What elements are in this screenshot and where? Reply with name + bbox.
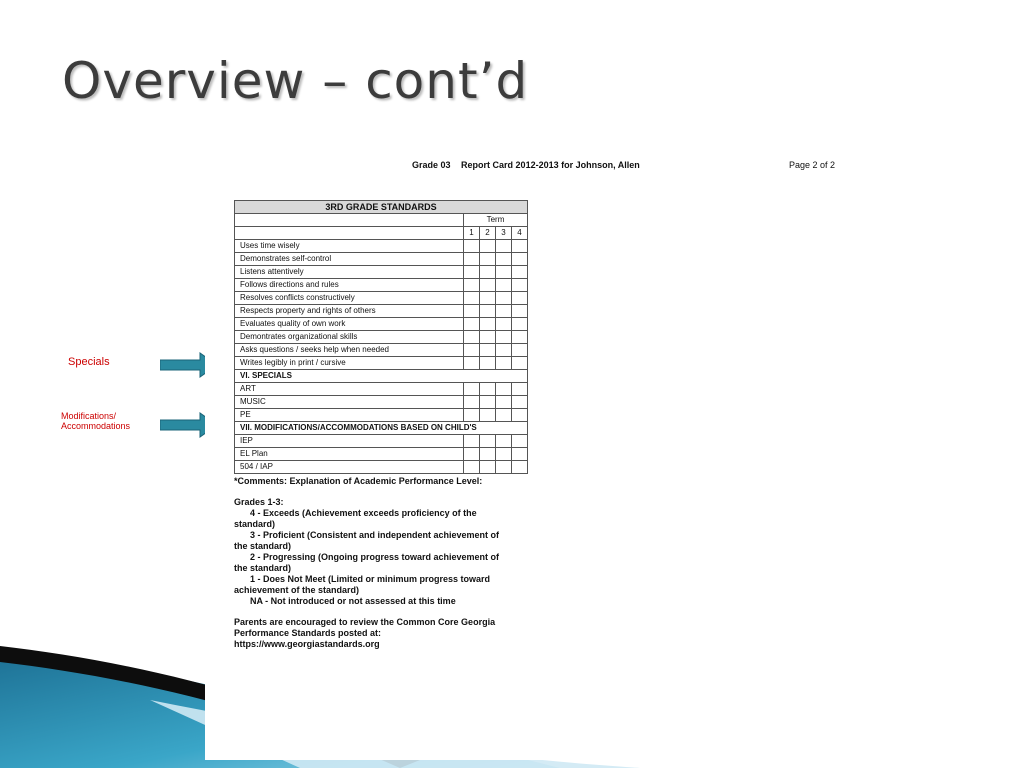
grade-cell — [480, 357, 496, 370]
grade-cell — [480, 396, 496, 409]
grade-cell — [512, 461, 528, 474]
grade-cell — [464, 292, 480, 305]
standard-label: Demonstrates self-control — [235, 253, 464, 266]
standard-label: Follows directions and rules — [235, 279, 464, 292]
standards-table — [234, 200, 528, 474]
grade-cell — [496, 357, 512, 370]
grade-cell — [512, 253, 528, 266]
performance-level: NA - Not introduced or not assessed at this time — [250, 596, 456, 606]
standard-label: Evaluates quality of own work — [235, 318, 464, 331]
term-numbers-row — [235, 227, 528, 240]
grade-cell — [512, 279, 528, 292]
section-heading: VII. MODIFICATIONS/ACCOMMODATIONS BASED ON CHILD'S — [235, 422, 528, 435]
grade-cell — [464, 253, 480, 266]
grade-cell — [464, 331, 480, 344]
grade-cell — [480, 305, 496, 318]
grade-cell — [496, 396, 512, 409]
table-row — [235, 448, 528, 461]
grade-cell — [496, 266, 512, 279]
grade-cell — [512, 240, 528, 253]
table-row — [235, 344, 528, 357]
grade-cell — [496, 448, 512, 461]
grade-cell — [480, 266, 496, 279]
comments-section — [234, 476, 530, 650]
slide-title: Overview – cont’d — [62, 52, 529, 110]
standard-label: MUSIC — [235, 396, 464, 409]
grade-cell — [464, 266, 480, 279]
grade-cell — [512, 331, 528, 344]
grades-label: Grades 1-3: — [234, 497, 284, 507]
grade-cell — [464, 318, 480, 331]
grade-cell — [480, 461, 496, 474]
term-number: 2 — [480, 227, 496, 240]
grade-cell — [464, 357, 480, 370]
term-number: 1 — [464, 227, 480, 240]
grade-cell — [496, 435, 512, 448]
table-row — [235, 253, 528, 266]
grade-cell — [464, 461, 480, 474]
blank-cell — [235, 227, 464, 240]
grade-cell — [512, 383, 528, 396]
standard-label: PE — [235, 409, 464, 422]
grade-cell — [464, 409, 480, 422]
term-number: 3 — [496, 227, 512, 240]
table-row — [235, 292, 528, 305]
grade-cell — [512, 396, 528, 409]
table-title-row — [235, 201, 528, 214]
grade-cell — [480, 292, 496, 305]
grade-cell — [464, 279, 480, 292]
grade-cell — [464, 435, 480, 448]
standard-label: Listens attentively — [235, 266, 464, 279]
grade-cell — [496, 292, 512, 305]
grade-cell — [512, 357, 528, 370]
grade-cell — [496, 240, 512, 253]
grade-cell — [512, 292, 528, 305]
grade-cell — [512, 266, 528, 279]
performance-level-continued: the standard) — [234, 563, 292, 573]
section-row — [235, 422, 528, 435]
grade-cell — [480, 435, 496, 448]
performance-level-continued: the standard) — [234, 541, 292, 551]
grade-cell — [496, 305, 512, 318]
table-row — [235, 318, 528, 331]
grade-cell — [496, 344, 512, 357]
table-row — [235, 435, 528, 448]
grade-cell — [496, 383, 512, 396]
table-row — [235, 461, 528, 474]
grade-cell — [496, 461, 512, 474]
table-row — [235, 357, 528, 370]
grade-cell — [464, 448, 480, 461]
standard-label: IEP — [235, 435, 464, 448]
grade-cell — [480, 279, 496, 292]
blank-cell — [235, 214, 464, 227]
grade-cell — [512, 344, 528, 357]
term-label-row — [235, 214, 528, 227]
grade-cell — [512, 435, 528, 448]
performance-level: 1 - Does Not Meet (Limited or minimum progress toward — [250, 574, 491, 584]
standard-label: Writes legibly in print / cursive — [235, 357, 464, 370]
grade-cell — [480, 253, 496, 266]
grade-cell — [464, 383, 480, 396]
grade-cell — [480, 331, 496, 344]
table-row — [235, 279, 528, 292]
performance-level-continued: achievement of the standard) — [234, 585, 360, 595]
grade-cell — [480, 318, 496, 331]
standard-label: Resolves conflicts constructively — [235, 292, 464, 305]
modifications-annotation-line2: Accommodations — [61, 421, 131, 431]
grade-cell — [496, 253, 512, 266]
table-row — [235, 409, 528, 422]
standard-label: ART — [235, 383, 464, 396]
section-row — [235, 370, 528, 383]
parents-note-line: Performance Standards posted at: — [234, 628, 382, 638]
performance-level-continued: standard) — [234, 519, 276, 529]
report-card-header — [412, 160, 640, 170]
grade-cell — [464, 344, 480, 357]
grade-cell — [480, 448, 496, 461]
report-card-document — [205, 148, 845, 760]
table-row — [235, 331, 528, 344]
page-number: Page 2 of 2 — [789, 160, 836, 170]
table-row — [235, 305, 528, 318]
term-label: Term — [464, 214, 528, 227]
performance-level: 3 - Proficient (Consistent and independent achievement of — [250, 530, 500, 540]
grade-cell — [464, 396, 480, 409]
grade-cell — [496, 331, 512, 344]
grade-cell — [480, 240, 496, 253]
standard-label: Respects property and rights of others — [235, 305, 464, 318]
table-row — [235, 266, 528, 279]
standard-label: Asks questions / seeks help when needed — [235, 344, 464, 357]
grade-cell — [512, 448, 528, 461]
table-title: 3RD GRADE STANDARDS — [235, 201, 528, 214]
grade-cell — [496, 409, 512, 422]
comments-heading: *Comments: Explanation of Academic Performance Level: — [234, 476, 483, 486]
modifications-annotation-line1: Modifications/ — [61, 411, 117, 421]
parents-note-line: Parents are encouraged to review the Common Core Georgia — [234, 617, 496, 627]
report-grade: Grade 03 — [412, 160, 451, 170]
standard-label: 504 / IAP — [235, 461, 464, 474]
table-row — [235, 383, 528, 396]
grade-cell — [512, 318, 528, 331]
grade-cell — [480, 344, 496, 357]
grade-cell — [480, 383, 496, 396]
performance-level: 4 - Exceeds (Achievement exceeds proficiency of the — [250, 508, 477, 518]
standard-label: Uses time wisely — [235, 240, 464, 253]
grade-cell — [512, 305, 528, 318]
table-row — [235, 240, 528, 253]
grade-cell — [496, 318, 512, 331]
grade-cell — [512, 409, 528, 422]
term-number: 4 — [512, 227, 528, 240]
table-row — [235, 396, 528, 409]
standard-label: EL Plan — [235, 448, 464, 461]
grade-cell — [496, 279, 512, 292]
grade-cell — [480, 409, 496, 422]
performance-level: 2 - Progressing (Ongoing progress toward achievement of — [250, 552, 500, 562]
standard-label: Demontrates organizational skills — [235, 331, 464, 344]
specials-annotation: Specials — [68, 356, 110, 368]
parents-note-line: https://www.georgiastandards.org — [234, 639, 380, 649]
report-title: Report Card 2012-2013 for Johnson, Allen — [461, 160, 640, 170]
grade-cell — [464, 240, 480, 253]
grade-cell — [464, 305, 480, 318]
section-heading: VI. SPECIALS — [235, 370, 528, 383]
modifications-annotation — [61, 411, 130, 431]
